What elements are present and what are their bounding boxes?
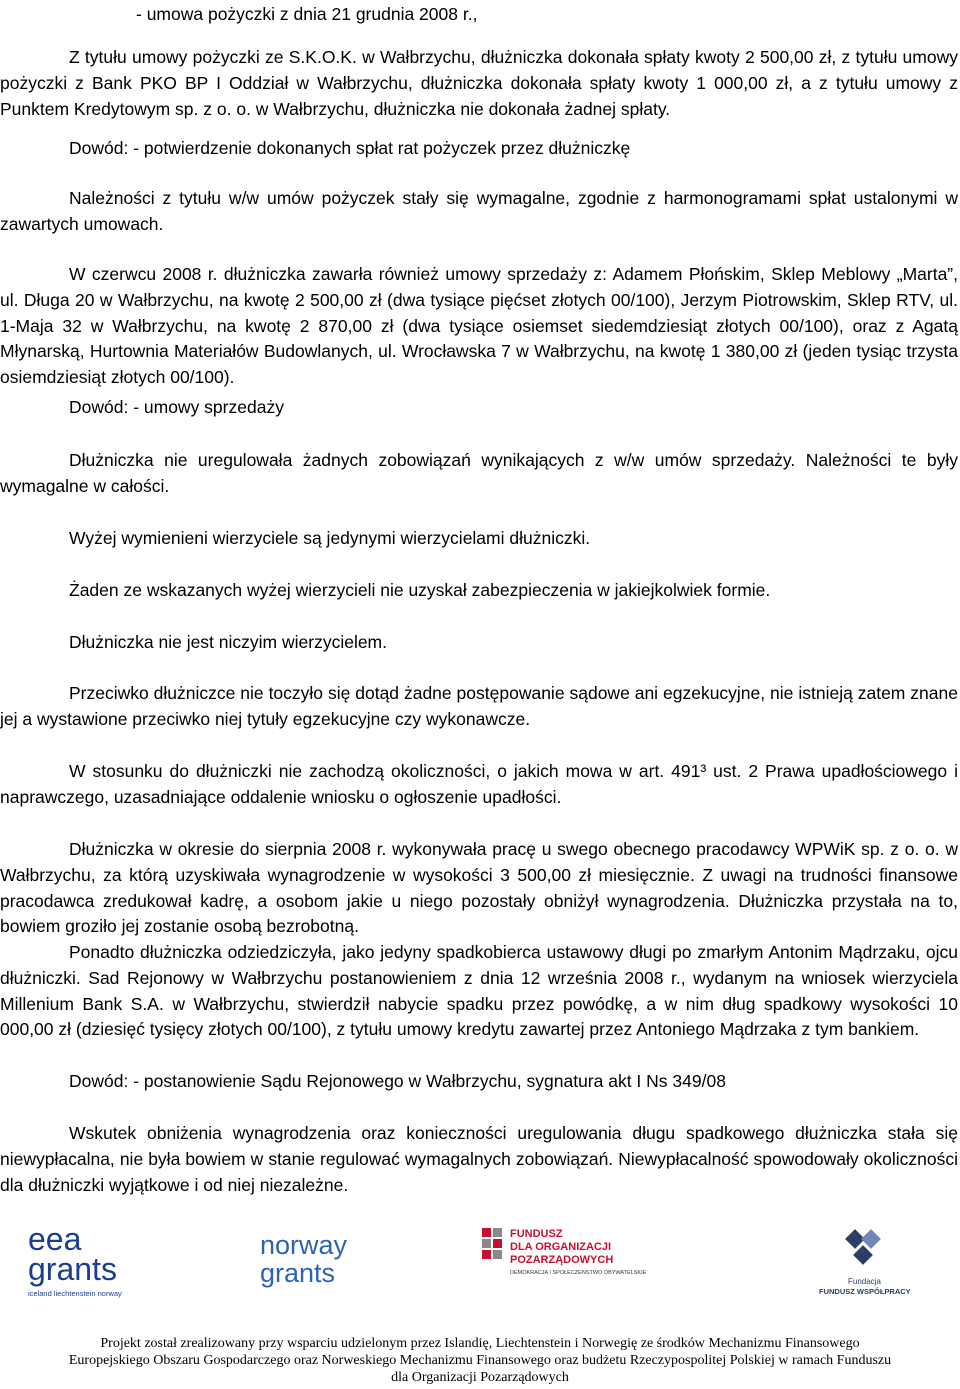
paragraph-12: Wskutek obniżenia wynagrodzenia oraz konieczności uregulowania długu spadkowego dłużniczka stała się niewypłacalna, nie była bowiem w stanie regulować wymagalnych zobowiązań. Niewypłacalność spowodowały okoliczności dla dłużniczki wyjątkowe i od niej niezależne. (0, 1123, 958, 1195)
fundusz-line2: DLA ORGANIZACJI (510, 1241, 612, 1253)
eea-line1: eea (28, 1221, 82, 1257)
sponsor-logos (0, 1220, 960, 1310)
paragraph-10: Dłużniczka w okresie do sierpnia 2008 r. wykonywała pracę u swego obecnego pracodawcy WPWiK sp. z o. o. w Wałbrzychu, za którą uzyskiwała wynagrodzenie w wysokości 3 500,00 zł miesięcznie. Z uwagi na trudności finansowe pracodawca zredukował kadrę, a osobom jakie u niego pozostały obniżył wynagrodzenia. Dłużniczka przystała na to, bowiem groziło jej zostanie osobą bezrobotną. (0, 839, 958, 937)
paragraph-11: Ponadto dłużniczka odziedziczyła, jako jedyny spadkobierca ustawowy długi po zmarłym Antonim Mądrzaku, ojcu dłużniczki. Sad Rejonowy w Wałbrzychu postanowieniem z dnia 12 września 2008 r., wydanym na wniosek wierzyciela Millenium Bank S.A. w Wałbrzychu, stwierdził nabycie spadku przez powódkę, a w nim dług spadkowy wysokości 10 000,00 zł (dziesięć tysięcy złotych 00/100), z tytułu umowy kredytu zawartej przez Antoniego Mądrzaka z tym bankiem. (0, 942, 958, 1040)
footer-line-1: Projekt został zrealizowany przy wsparciu udzielonym przez Islandię, Liechtenstein i Norwegię ze środków Mechanizmu Finansowego (100, 1336, 860, 1351)
fundacja-emblem-icon (845, 1229, 881, 1265)
paragraph-7: Dłużniczka nie jest niczyim wierzycielem. (69, 632, 387, 652)
paragraph-5: Wyżej wymienieni wierzyciele są jedynymi wierzycielami dłużniczki. (69, 528, 591, 548)
paragraph-1: Z tytułu umowy pożyczki ze S.K.O.K. w Wałbrzychu, dłużniczka dokonała spłaty kwoty 2 500,00 zł, z tytułu umowy pożyczki z Bank PKO BP I Oddział w Wałbrzychu, dłużniczka dokonała spłaty kwoty 1 000,00 zł, a z tytułu umowy z Punktem Kredytowym sp. z o. o. w Wałbrzychu, dłużniczka nie dokonała żadnej spłaty. (0, 47, 958, 119)
fundusz-tagline: DEMOKRACJA I SPOŁECZEŃSTWO OBYWATELSKIE (510, 1270, 647, 1276)
footer-line-3: dla Organizacji Pozarządowych (391, 1370, 569, 1385)
fundusz-line1: FUNDUSZ (510, 1228, 563, 1240)
norway-grants-logo (258, 1230, 378, 1305)
fundacja-line2: FUNDUSZ WSPÓŁPRACY (819, 1287, 911, 1296)
fundacja-logo (818, 1226, 918, 1311)
footer-line-2: Europejskiego Obszaru Gospodarczego oraz Norweskiego Mechanizmu Finansowego oraz budżetu Rzeczypospolitej Polskiej w ramach Funduszu (68, 1353, 892, 1368)
norway-line2: grants (260, 1258, 336, 1288)
paragraph-8: Przeciwko dłużniczce nie toczyło się dotąd żadne postępowanie sądowe ani egzekucyjne, nie istnieją zatem znane jej a wystawione przeciwko niej tytuły egzekucyjne czy wykonawcze. (0, 683, 958, 729)
fundusz-logo (480, 1224, 710, 1289)
intro-line: - umowa pożyczki z dnia 21 grudnia 2008 r., (136, 4, 478, 24)
eea-grants-logo (24, 1220, 134, 1305)
paragraph-evidence-1: Dowód: - potwierdzenie dokonanych spłat rat pożyczek przez dłużniczkę (69, 138, 631, 158)
funding-footer (20, 1335, 940, 1386)
fundacja-line1: Fundacja (848, 1277, 881, 1286)
paragraph-3: W czerwcu 2008 r. dłużniczka zawarła również umowy sprzedaży z: Adamem Płońskim, Sklep Meblowy „Marta”, ul. Długa 20 w Wałbrzychu, na kwotę 2 500,00 zł (dwa tysiące pięćset złotych 00/100), Jerzym Piotrowskim, Sklep RTV, ul. 1-Maja 32 w Wałbrzychu, na kwotę 2 870,00 zł (dwa tysiące osiemset siedemdziesiąt złotych 00/100), oraz z Agatą Młynarską, Hurtownia Materiałów Budowlanych, ul. Wrocławska 7 w Wałbrzychu, na kwotę 1 380,00 zł (jeden tysiąc trzysta osiemdziesiąt złotych 00/100). (0, 264, 958, 388)
paragraph-6: Żaden ze wskazanych wyżej wierzycieli nie uzyskał zabezpieczenia w jakiejkolwiek formie. (69, 580, 771, 600)
eea-tagline: iceland liechtenstein norway (28, 1289, 122, 1298)
eea-line2: grants (28, 1251, 117, 1287)
paragraph-4: Dłużniczka nie uregulowała żadnych zobowiązań wynikających z w/w umów sprzedaży. Należności te były wymagalne w całości. (0, 450, 958, 496)
paragraph-evidence-2: Dowód: - umowy sprzedaży (69, 397, 284, 417)
paragraph-evidence-3: Dowód: - postanowienie Sądu Rejonowego w Wałbrzychu, sygnatura akt I Ns 349/08 (69, 1071, 726, 1091)
fundusz-line3: POZARZĄDOWYCH (510, 1254, 614, 1266)
norway-line1: norway (260, 1230, 348, 1260)
paragraph-2: Należności z tytułu w/w umów pożyczek stały się wymagalne, zgodnie z harmonogramami spłat ustalonymi w zawartych umowach. (0, 188, 958, 234)
fundusz-emblem-icon (482, 1228, 502, 1259)
paragraph-9: W stosunku do dłużniczki nie zachodzą okoliczności, o jakich mowa w art. 491³ ust. 2 Prawa upadłościowego i naprawczego, uzasadniające oddalenie wniosku o ogłoszenie upadłości. (0, 761, 958, 807)
